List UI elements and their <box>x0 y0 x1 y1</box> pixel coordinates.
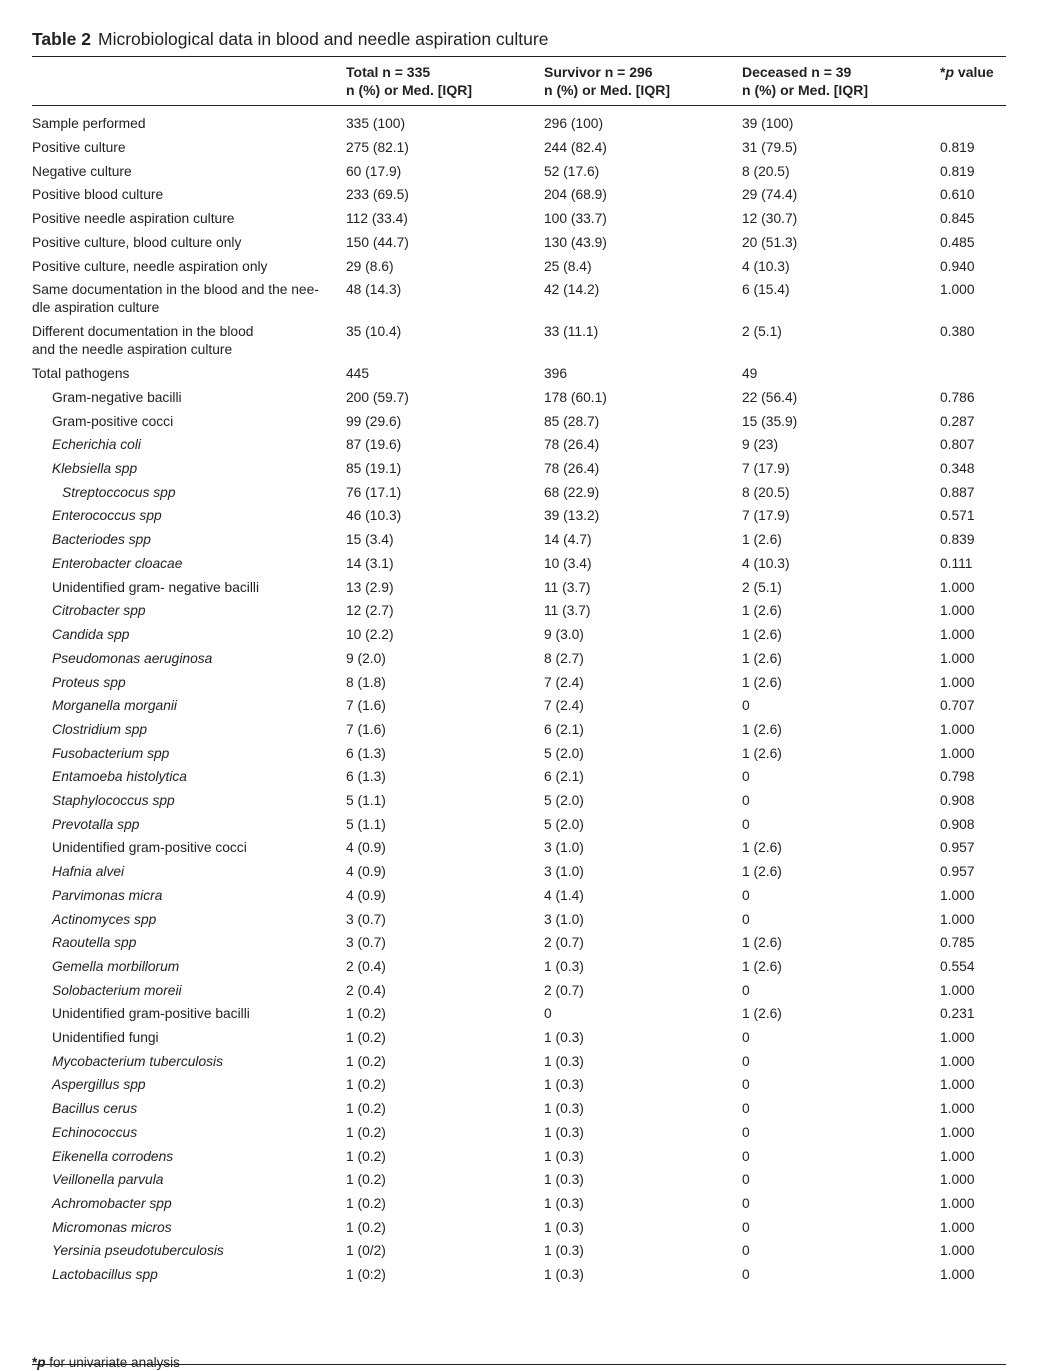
p-value-cell: 1.000 <box>940 1125 975 1140</box>
table-body <box>32 106 1006 1364</box>
deceased-cell: 0 <box>742 888 750 903</box>
survivor-cell: 10 (3.4) <box>544 556 592 571</box>
deceased-cell: 1 (2.6) <box>742 603 782 618</box>
survivor-cell: 1 (0.3) <box>544 1077 584 1092</box>
row-label: Gemella morbillorum <box>52 959 180 974</box>
survivor-cell: 3 (1.0) <box>544 912 584 927</box>
p-value-cell: 1.000 <box>940 675 975 690</box>
survivor-cell: 1 (0.3) <box>544 1030 584 1045</box>
p-value-cell: 1.000 <box>940 1243 975 1258</box>
row-label: Veillonella parvula <box>52 1172 164 1187</box>
total-cell: 9 (2.0) <box>346 651 386 666</box>
total-cell: 1 (0.2) <box>346 1006 386 1021</box>
deceased-cell: 1 (2.6) <box>742 746 782 761</box>
p-value-cell: 1.000 <box>940 1054 975 1069</box>
table-title: Microbiological data in blood and needle aspiration culture <box>98 29 549 49</box>
survivor-cell: 14 (4.7) <box>544 532 592 547</box>
deceased-cell: 0 <box>742 698 750 713</box>
deceased-cell: 0 <box>742 1267 750 1282</box>
p-value-cell: 1.000 <box>940 912 975 927</box>
row-label: Mycobacterium tuberculosis <box>52 1054 223 1069</box>
deceased-cell: 0 <box>742 1220 750 1235</box>
survivor-cell: 1 (0.3) <box>544 1125 584 1140</box>
p-value-cell: 0.887 <box>940 485 975 500</box>
deceased-cell: 2 (5.1) <box>742 324 782 339</box>
row-label: Pseudomonas aeruginosa <box>52 651 213 666</box>
total-cell: 275 (82.1) <box>346 140 409 155</box>
survivor-cell: 68 (22.9) <box>544 485 600 500</box>
deceased-cell: 0 <box>742 1243 750 1258</box>
deceased-cell: 1 (2.6) <box>742 722 782 737</box>
total-cell: 1 (0.2) <box>346 1149 386 1164</box>
row-label: Actinomyces spp <box>52 912 157 927</box>
deceased-cell: 0 <box>742 912 750 927</box>
row-label: Enterobacter cloacae <box>52 556 183 571</box>
p-value-cell: 1.000 <box>940 888 975 903</box>
survivor-cell: 3 (1.0) <box>544 840 584 855</box>
row-label: Enterococcus spp <box>52 508 162 523</box>
total-cell: 46 (10.3) <box>346 508 402 523</box>
deceased-cell: 1 (2.6) <box>742 864 782 879</box>
survivor-cell: 9 (3.0) <box>544 627 584 642</box>
row-label: Unidentified gram-positive bacilli <box>52 1006 250 1021</box>
p-value-cell: 0.957 <box>940 840 975 855</box>
p-value-cell: 1.000 <box>940 983 975 998</box>
total-cell: 2 (0.4) <box>346 983 386 998</box>
p-value-cell: 1.000 <box>940 746 975 761</box>
total-cell: 5 (1.1) <box>346 793 386 808</box>
total-cell: 85 (19.1) <box>346 461 402 476</box>
row-label: Unidentified gram-positive cocci <box>52 840 247 855</box>
survivor-cell: 78 (26.4) <box>544 461 600 476</box>
p-value-cell: 0.785 <box>940 935 975 950</box>
p-value-cell: 0.485 <box>940 235 975 250</box>
row-label: Micromonas micros <box>52 1220 172 1235</box>
p-value-cell: 0.287 <box>940 414 975 429</box>
survivor-cell: 7 (2.4) <box>544 698 584 713</box>
row-label: Prevotalla spp <box>52 817 140 832</box>
total-cell: 5 (1.1) <box>346 817 386 832</box>
total-cell: 1 (0.2) <box>346 1125 386 1140</box>
survivor-cell: 25 (8.4) <box>544 259 592 274</box>
deceased-cell: 8 (20.5) <box>742 164 790 179</box>
survivor-cell: 1 (0.3) <box>544 1054 584 1069</box>
total-cell: 1 (0.2) <box>346 1030 386 1045</box>
deceased-cell: 0 <box>742 1101 750 1116</box>
survivor-cell: 130 (43.9) <box>544 235 607 250</box>
p-value-cell: 1.000 <box>940 627 975 642</box>
deceased-cell: 0 <box>742 1149 750 1164</box>
p-value-cell: 0.819 <box>940 140 975 155</box>
total-cell: 4 (0.9) <box>346 840 386 855</box>
total-cell: 48 (14.3) <box>346 282 402 297</box>
total-cell: 200 (59.7) <box>346 390 409 405</box>
row-label: Same documentation in the blood and the nee- dle aspiration culture <box>32 282 319 315</box>
total-cell: 99 (29.6) <box>346 414 402 429</box>
deceased-cell: 0 <box>742 1054 750 1069</box>
row-label: Unidentified fungi <box>52 1030 159 1045</box>
deceased-cell: 1 (2.6) <box>742 532 782 547</box>
survivor-cell: 5 (2.0) <box>544 817 584 832</box>
survivor-cell: 1 (0.3) <box>544 1267 584 1282</box>
p-value-cell: 0.845 <box>940 211 975 226</box>
survivor-cell: 6 (2.1) <box>544 769 584 784</box>
p-value-cell: 0.610 <box>940 187 975 202</box>
total-cell: 6 (1.3) <box>346 746 386 761</box>
deceased-cell: 12 (30.7) <box>742 211 798 226</box>
p-value-cell: 0.839 <box>940 532 975 547</box>
deceased-cell: 31 (79.5) <box>742 140 798 155</box>
header-total: Total n = 335 n (%) or Med. [IQR] <box>346 64 472 98</box>
total-cell: 3 (0.7) <box>346 935 386 950</box>
survivor-cell: 52 (17.6) <box>544 164 600 179</box>
p-value-cell: 0.707 <box>940 698 975 713</box>
survivor-cell: 1 (0.3) <box>544 1101 584 1116</box>
total-cell: 445 <box>346 366 370 381</box>
total-cell: 1 (0:2) <box>346 1267 386 1282</box>
deceased-cell: 1 (2.6) <box>742 840 782 855</box>
p-value-cell: 1.000 <box>940 1220 975 1235</box>
total-cell: 233 (69.5) <box>346 187 409 202</box>
total-cell: 60 (17.9) <box>346 164 402 179</box>
row-label: Unidentified gram- negative bacilli <box>52 580 260 595</box>
row-label: Lactobacillus spp <box>52 1267 158 1282</box>
row-label: Echinococcus <box>52 1125 138 1140</box>
deceased-cell: 4 (10.3) <box>742 259 790 274</box>
p-value-cell: 1.000 <box>940 1196 975 1211</box>
survivor-cell: 1 (0.3) <box>544 1243 584 1258</box>
total-cell: 8 (1.8) <box>346 675 386 690</box>
total-cell: 12 (2.7) <box>346 603 394 618</box>
row-label: Citrobacter spp <box>52 603 146 618</box>
deceased-cell: 1 (2.6) <box>742 959 782 974</box>
p-value-cell: 0.111 <box>940 556 973 571</box>
p-value-cell: 1.000 <box>940 722 975 737</box>
row-label: Total pathogens <box>32 366 130 381</box>
total-cell: 87 (19.6) <box>346 437 402 452</box>
survivor-cell: 4 (1.4) <box>544 888 584 903</box>
deceased-cell: 0 <box>742 983 750 998</box>
table-header <box>32 57 1006 105</box>
deceased-cell: 29 (74.4) <box>742 187 798 202</box>
row-label: Parvimonas micra <box>52 888 163 903</box>
survivor-cell: 1 (0.3) <box>544 1196 584 1211</box>
survivor-cell: 2 (0.7) <box>544 983 584 998</box>
row-label: Gram-positive cocci <box>52 414 174 429</box>
row-label: Eikenella corrodens <box>52 1149 174 1164</box>
survivor-cell: 7 (2.4) <box>544 675 584 690</box>
survivor-cell: 1 (0.3) <box>544 959 584 974</box>
table-container <box>32 26 1006 1371</box>
row-label: Sample performed <box>32 116 146 131</box>
total-cell: 13 (2.9) <box>346 580 394 595</box>
row-label: Fusobacterium spp <box>52 746 170 761</box>
row-label: Negative culture <box>32 164 132 179</box>
deceased-cell: 39 (100) <box>742 116 794 131</box>
row-label: Bacillus cerus <box>52 1101 138 1116</box>
p-value-cell: 0.908 <box>940 793 975 808</box>
total-cell: 1 (0.2) <box>346 1101 386 1116</box>
total-cell: 1 (0.2) <box>346 1220 386 1235</box>
deceased-cell: 0 <box>742 1030 750 1045</box>
row-label: Raoutella spp <box>52 935 137 950</box>
deceased-cell: 1 (2.6) <box>742 935 782 950</box>
row-label: Positive blood culture <box>32 187 164 202</box>
deceased-cell: 0 <box>742 1172 750 1187</box>
total-cell: 1 (0.2) <box>346 1054 386 1069</box>
survivor-cell: 11 (3.7) <box>544 580 591 595</box>
survivor-cell: 2 (0.7) <box>544 935 584 950</box>
survivor-cell: 39 (13.2) <box>544 508 600 523</box>
row-label: Yersinia pseudotuberculosis <box>52 1243 224 1258</box>
header-deceased: Deceased n = 39 n (%) or Med. [IQR] <box>742 64 868 98</box>
survivor-cell: 5 (2.0) <box>544 746 584 761</box>
total-cell: 2 (0.4) <box>346 959 386 974</box>
deceased-cell: 9 (23) <box>742 437 779 452</box>
p-value-cell: 1.000 <box>940 282 975 297</box>
total-cell: 76 (17.1) <box>346 485 402 500</box>
survivor-cell: 85 (28.7) <box>544 414 600 429</box>
total-cell: 3 (0.7) <box>346 912 386 927</box>
p-value-cell: 0.940 <box>940 259 975 274</box>
survivor-cell: 5 (2.0) <box>544 793 584 808</box>
p-value-cell: 1.000 <box>940 603 975 618</box>
survivor-cell: 396 <box>544 366 568 381</box>
p-value-cell: 1.000 <box>940 1267 975 1282</box>
p-value-cell: 0.380 <box>940 324 975 339</box>
row-label: Aspergillus spp <box>52 1077 146 1092</box>
row-label: Positive culture, needle aspiration only <box>32 259 268 274</box>
row-label: Positive culture <box>32 140 126 155</box>
survivor-cell: 3 (1.0) <box>544 864 584 879</box>
p-value-cell: 0.786 <box>940 390 975 405</box>
p-value-cell: 1.000 <box>940 1172 975 1187</box>
row-label: Echerichia coli <box>52 437 141 452</box>
total-cell: 7 (1.6) <box>346 698 386 713</box>
survivor-cell: 244 (82.4) <box>544 140 607 155</box>
table-caption <box>32 26 1006 52</box>
deceased-cell: 0 <box>742 1196 750 1211</box>
deceased-cell: 6 (15.4) <box>742 282 790 297</box>
p-value-cell: 1.000 <box>940 580 975 595</box>
row-label: Hafnia alvei <box>52 864 125 879</box>
deceased-cell: 7 (17.9) <box>742 461 790 476</box>
total-cell: 4 (0.9) <box>346 864 386 879</box>
p-value-cell: 1.000 <box>940 1077 975 1092</box>
survivor-cell: 1 (0.3) <box>544 1172 584 1187</box>
p-value-cell: 1.000 <box>940 1101 975 1116</box>
p-value-cell: 0.231 <box>940 1006 975 1021</box>
total-cell: 1 (0.2) <box>346 1196 386 1211</box>
survivor-cell: 0 <box>544 1006 552 1021</box>
row-label: Streptoccocus spp <box>62 485 176 500</box>
total-cell: 7 (1.6) <box>346 722 386 737</box>
p-value-cell: 0.554 <box>940 959 975 974</box>
p-value-cell: 0.819 <box>940 164 975 179</box>
row-label: Candida spp <box>52 627 130 642</box>
p-value-cell: 0.957 <box>940 864 975 879</box>
deceased-cell: 1 (2.6) <box>742 627 782 642</box>
header-p-value <box>940 63 994 81</box>
deceased-cell: 20 (51.3) <box>742 235 798 250</box>
row-label: Klebsiella spp <box>52 461 138 476</box>
total-cell: 15 (3.4) <box>346 532 394 547</box>
deceased-cell: 0 <box>742 1125 750 1140</box>
row-label: Proteus spp <box>52 675 126 690</box>
p-value-cell: 0.348 <box>940 461 975 476</box>
survivor-cell: 8 (2.7) <box>544 651 584 666</box>
row-label: Staphylococcus spp <box>52 793 175 808</box>
deceased-cell: 4 (10.3) <box>742 556 790 571</box>
deceased-cell: 0 <box>742 793 750 808</box>
survivor-cell: 11 (3.7) <box>544 603 591 618</box>
total-cell: 6 (1.3) <box>346 769 386 784</box>
survivor-cell: 33 (11.1) <box>544 324 599 339</box>
row-label: Entamoeba histolytica <box>52 769 187 784</box>
table-footnote: *p for univariate analysis <box>32 1355 180 1370</box>
survivor-cell: 6 (2.1) <box>544 722 584 737</box>
survivor-cell: 78 (26.4) <box>544 437 600 452</box>
row-label: Positive culture, blood culture only <box>32 235 242 250</box>
row-label: Clostridium spp <box>52 722 148 737</box>
row-label: Bacteriodes spp <box>52 532 151 547</box>
header-survivor: Survivor n = 296 n (%) or Med. [IQR] <box>544 64 670 98</box>
table-label: Table 2 <box>32 29 92 49</box>
deceased-cell: 8 (20.5) <box>742 485 790 500</box>
total-cell: 10 (2.2) <box>346 627 394 642</box>
survivor-cell: 204 (68.9) <box>544 187 607 202</box>
row-label: Morganella morganii <box>52 698 178 713</box>
survivor-cell: 42 (14.2) <box>544 282 600 297</box>
total-cell: 29 (8.6) <box>346 259 394 274</box>
survivor-cell: 100 (33.7) <box>544 211 607 226</box>
row-label: Gram-negative bacilli <box>52 390 182 405</box>
row-label: Different documentation in the blood and the needle aspiration culture <box>32 324 254 357</box>
deceased-cell: 7 (17.9) <box>742 508 790 523</box>
deceased-cell: 22 (56.4) <box>742 390 798 405</box>
total-cell: 150 (44.7) <box>346 235 409 250</box>
deceased-cell: 1 (2.6) <box>742 651 782 666</box>
deceased-cell: 2 (5.1) <box>742 580 782 595</box>
p-value-cell: 0.571 <box>940 508 975 523</box>
survivor-cell: 296 (100) <box>544 116 604 131</box>
total-cell: 1 (0.2) <box>346 1172 386 1187</box>
p-value-cell: 0.798 <box>940 769 975 784</box>
row-label: Positive needle aspiration culture <box>32 211 235 226</box>
total-cell: 35 (10.4) <box>346 324 402 339</box>
deceased-cell: 1 (2.6) <box>742 1006 782 1021</box>
deceased-cell: 49 <box>742 366 758 381</box>
total-cell: 1 (0/2) <box>346 1243 386 1258</box>
deceased-cell: 0 <box>742 1077 750 1092</box>
total-cell: 1 (0.2) <box>346 1077 386 1092</box>
p-value-cell: 1.000 <box>940 651 975 666</box>
p-value-header-text: *p value <box>940 64 994 80</box>
p-value-cell: 0.908 <box>940 817 975 832</box>
deceased-cell: 0 <box>742 817 750 832</box>
deceased-cell: 1 (2.6) <box>742 675 782 690</box>
total-cell: 4 (0.9) <box>346 888 386 903</box>
deceased-cell: 15 (35.9) <box>742 414 798 429</box>
p-value-cell: 1.000 <box>940 1149 975 1164</box>
total-cell: 14 (3.1) <box>346 556 394 571</box>
survivor-cell: 1 (0.3) <box>544 1220 584 1235</box>
deceased-cell: 0 <box>742 769 750 784</box>
survivor-cell: 1 (0.3) <box>544 1149 584 1164</box>
row-label: Achromobacter spp <box>52 1196 172 1211</box>
p-value-cell: 1.000 <box>940 1030 975 1045</box>
p-value-cell: 0.807 <box>940 437 975 452</box>
total-cell: 335 (100) <box>346 116 406 131</box>
row-label: Solobacterium moreii <box>52 983 182 998</box>
survivor-cell: 178 (60.1) <box>544 390 607 405</box>
total-cell: 112 (33.4) <box>346 211 408 226</box>
